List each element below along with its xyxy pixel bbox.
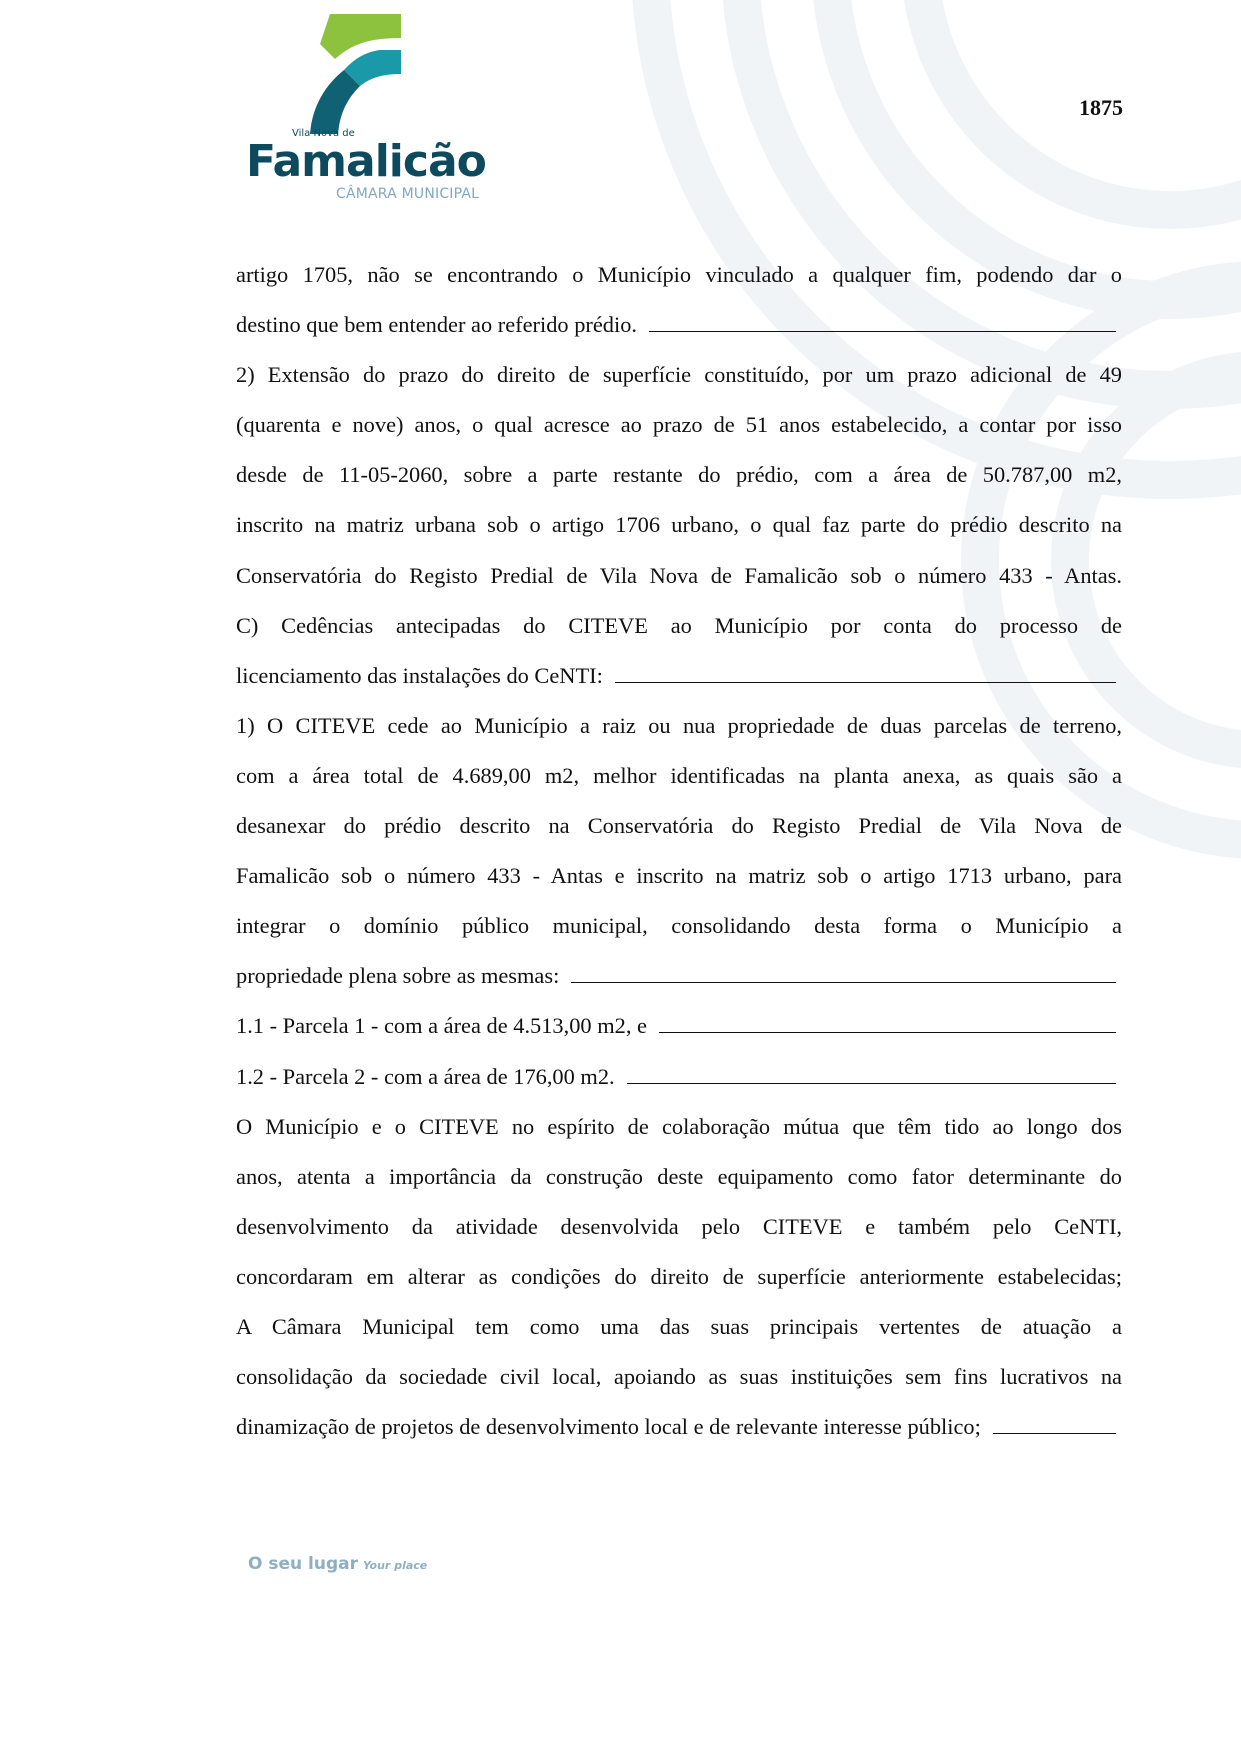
text-line-content: 1) O CITEVE cede ao Município a raiz ou nua propriedade de duas parcelas de terreno, xyxy=(236,712,1122,738)
logo-name: Famalicão xyxy=(246,136,486,187)
text-line xyxy=(236,1152,1122,1202)
text-line xyxy=(236,500,1122,550)
text-line-content: com a área total de 4.689,00 m2, melhor identificadas na planta anexa, as quais são a xyxy=(236,762,1122,788)
fill-underline xyxy=(571,964,1116,983)
text-line xyxy=(236,901,1122,951)
text-line-content: propriedade plena sobre as mesmas: xyxy=(236,963,560,989)
footer-slogan-pt: O seu lugar xyxy=(248,1554,358,1574)
fill-underline xyxy=(659,1014,1116,1033)
text-line-content: 2) Extensão do prazo do direito de superfície constituído, por um prazo adicional de 49 xyxy=(236,362,1122,388)
document-body xyxy=(236,250,1122,1452)
text-line xyxy=(236,801,1122,851)
text-line xyxy=(236,1402,1122,1452)
fill-underline xyxy=(993,1415,1116,1434)
text-line-content: anos, atenta a importância da construção deste equipamento como fator determinante do xyxy=(236,1163,1122,1189)
text-line-content: 1.1 - Parcela 1 - com a área de 4.513,00 m2, e xyxy=(236,1013,647,1039)
text-line-content: destino que bem entender ao referido prédio. xyxy=(236,312,638,338)
text-line-content: dinamização de projetos de desenvolvimento local e de relevante interesse público; xyxy=(236,1414,981,1440)
text-line xyxy=(236,1202,1122,1252)
text-line-content: O Município e o CITEVE no espírito de colaboração mútua que têm tido ao longo dos xyxy=(236,1113,1122,1139)
text-line-content: Conservatória do Registo Predial de Vila Nova de Famalicão sob o número 433 - Antas. xyxy=(236,562,1122,588)
text-line xyxy=(236,651,1122,701)
text-line-content: (quarenta e nove) anos, o qual acresce ao prazo de 51 anos estabelecido, a contar por isso xyxy=(236,412,1122,438)
text-line xyxy=(236,1102,1122,1152)
text-line xyxy=(236,450,1122,500)
text-line-content: C) Cedências antecipadas do CITEVE ao Município por conta do processo de xyxy=(236,612,1122,638)
text-line-content: licenciamento das instalações do CeNTI: xyxy=(236,662,603,688)
logo-mark-icon xyxy=(240,14,500,134)
text-line xyxy=(236,300,1122,350)
text-line xyxy=(236,601,1122,651)
logo-prefix: Vila Nova de xyxy=(292,128,355,139)
footer-slogan-en: Your place xyxy=(363,1559,428,1572)
fill-underline xyxy=(627,1065,1116,1084)
text-line-content: Famalicão sob o número 433 - Antas e inscrito na matriz sob o artigo 1713 urbano, para xyxy=(236,863,1122,889)
text-line-content: desanexar do prédio descrito na Conservatória do Registo Predial de Vila Nova de xyxy=(236,813,1122,839)
text-line xyxy=(236,551,1122,601)
text-line-content: desenvolvimento da atividade desenvolvida pelo CITEVE e também pelo CeNTI, xyxy=(236,1213,1122,1239)
text-line xyxy=(236,1001,1122,1051)
text-line xyxy=(236,350,1122,400)
fill-underline xyxy=(649,313,1116,332)
text-line-content: A Câmara Municipal tem como uma das suas principais vertentes de atuação a xyxy=(236,1313,1122,1339)
text-line-content: integrar o domínio público municipal, consolidando desta forma o Município a xyxy=(236,913,1122,939)
text-line xyxy=(236,400,1122,450)
text-line xyxy=(236,1302,1122,1352)
page-number: 1875 xyxy=(1079,95,1123,120)
text-line xyxy=(236,751,1122,801)
text-line-content: 1.2 - Parcela 2 - com a área de 176,00 m2. xyxy=(236,1063,615,1089)
text-line xyxy=(236,701,1122,751)
text-line-content: desde de 11-05-2060, sobre a parte restante do prédio, com a área de 50.787,00 m2, xyxy=(236,462,1122,488)
famalicao-logo xyxy=(240,14,500,209)
text-line xyxy=(236,250,1122,300)
text-line xyxy=(236,851,1122,901)
text-line-content: artigo 1705, não se encontrando o Município vinculado a qualquer fim, podendo dar o xyxy=(236,262,1122,287)
text-line xyxy=(236,951,1122,1001)
fill-underline xyxy=(615,664,1116,683)
text-line xyxy=(236,1052,1122,1102)
text-line-content: concordaram em alterar as condições do direito de superfície anteriormente estabelecidas; xyxy=(236,1263,1122,1289)
text-line xyxy=(236,1352,1122,1402)
logo-subtitle: CÂMARA MUNICIPAL xyxy=(336,186,480,202)
text-line xyxy=(236,1252,1122,1302)
footer-slogan xyxy=(248,1554,427,1574)
text-line-content: consolidação da sociedade civil local, apoiando as suas instituições sem fins lucrativos na xyxy=(236,1364,1122,1390)
text-line-content: inscrito na matriz urbana sob o artigo 1706 urbano, o qual faz parte do prédio descrito na xyxy=(236,512,1122,538)
